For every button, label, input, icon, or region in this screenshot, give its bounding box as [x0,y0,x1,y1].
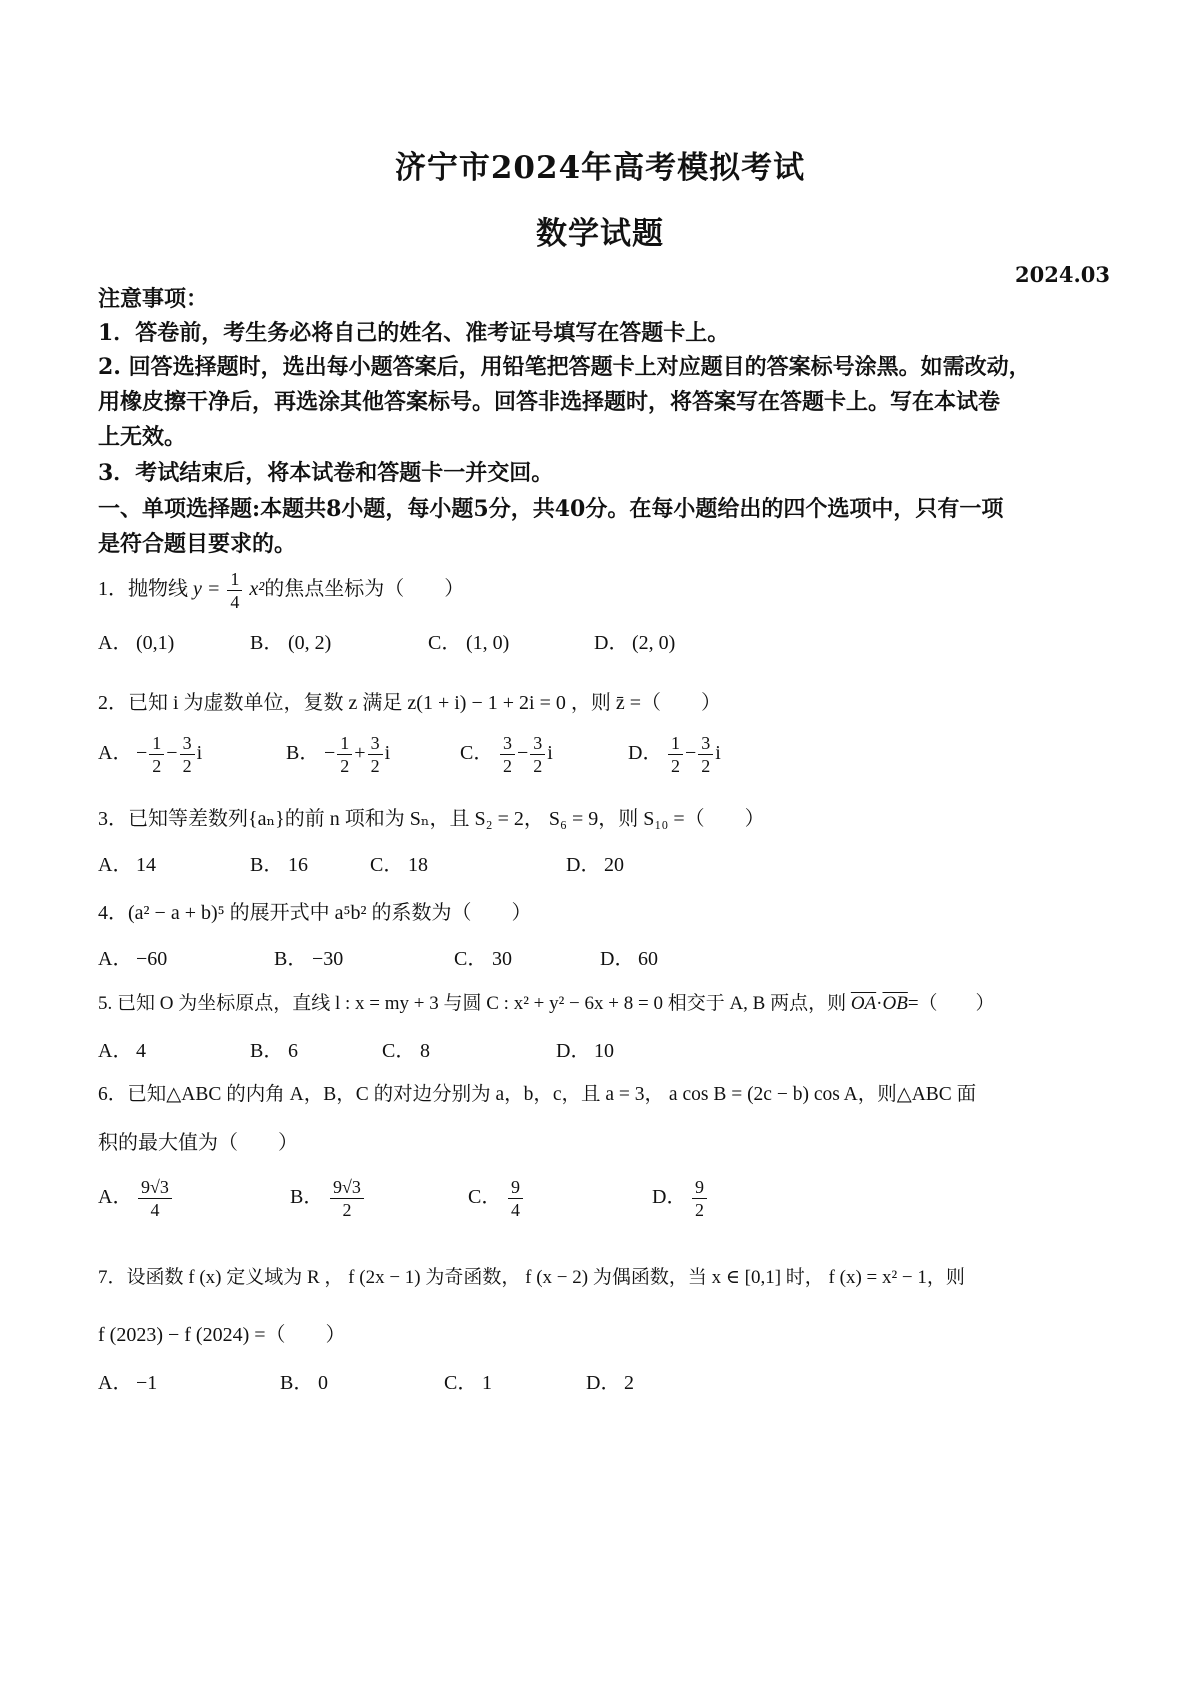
question-number: 3． [98,808,128,830]
option-c: C． $\frac{3}{2}$ − $\frac{3}{2}$ i [460,733,553,776]
question-text: =（ ） [907,993,995,1014]
question-text: 抛物线 [128,578,188,601]
option-c: C． (1, 0) [428,632,510,654]
option-d: D． 20 [566,854,624,876]
question-text: 已知 i 为虚数单位，复数 z 满足 z(1 + i) − 1 + 2i = 0 ，则 z̄ =（ ） [128,692,722,714]
fraction-numerator: 1 [227,568,242,591]
vector-ob: $\overline{OB}$ [882,993,908,1014]
option-b: B． −30 [274,948,344,970]
option-d: D． $\frac{1}{2}$ − $\frac{3}{2}$ i [628,733,721,776]
question-5-stem [98,988,1108,1015]
option-a: A． 14 [98,854,156,876]
option-b: B． (0, 2) [250,632,332,654]
option-c: C． 1 [444,1372,492,1394]
question-7-stem [98,1262,1108,1289]
question-text: 已知△ABC 的内角 A，B，C 的对边分别为 a，b，c，且 a = 3， a cos B = (2c − b) cos A，则△ABC 面 [127,1084,977,1105]
question-4-stem [98,896,1108,925]
notice-item: 上无效。 [98,424,187,450]
option-b: B． − $\frac{1}{2}$ + $\frac{3}{2}$ i [286,733,391,776]
question-number: 6． [98,1084,128,1105]
question-7-stem-cont [98,1318,1108,1347]
question-number: 1． [98,578,128,601]
option-a: A． 4 [98,1040,146,1062]
notice-item: 2. 回答选择题时，选出每小题答案后，用铅笔把答题卡上对应题目的答案标号涂黑。如需改动， [98,354,1031,380]
option-d: D． 60 [600,948,658,970]
notice-heading: 注意事项： [98,286,209,312]
question-text: 已知 O 为坐标原点，直线 l : x = my + 3 与圆 C : x² + y² − 6x + 8 = 0 相交于 A, B 两点，则 [117,993,847,1014]
question-text: 积的最大值为（ ） [98,1132,298,1154]
question-3-stem [98,802,1108,831]
option-a: A． −60 [98,948,168,970]
question-number: 4． [98,902,128,924]
option-a: A． $\frac{9√3}{4}$ [98,1176,174,1221]
exam-date: 2024.03 [1015,262,1110,287]
option-c: C． $\frac{9}{4}$ [468,1176,525,1221]
option-b: B． $\frac{9√3}{2}$ [290,1176,366,1221]
question-number: 7． [98,1267,127,1288]
dot-operator: · [876,993,883,1014]
fraction [227,568,242,613]
math-expression: y = [193,578,221,601]
exam-title: 济宁市2024年高考模拟考试 [394,150,806,186]
fraction-denominator: 4 [230,592,240,612]
question-2-stem [98,686,1108,715]
notice-item: 用橡皮擦干净后，再选涂其他答案标号。回答非选择题时，将答案写在答题卡上。写在本试卷 [98,389,1001,415]
option-d: D． 10 [556,1040,614,1062]
option-a: A． − $\frac{1}{2}$ − $\frac{3}{2}$ i [98,733,203,776]
option-b: B． 16 [250,854,308,876]
option-d: D． 2 [586,1372,634,1394]
question-text: 设函数 f (x) 定义域为 R ， f (2x − 1) 为奇函数， f (x − 2) 为偶函数，当 x ∈ [0,1] 时， f (x) = x² − 1，则 [126,1267,965,1288]
section-heading: 是符合题目要求的。 [98,531,297,557]
question-number: 5. [98,993,117,1014]
option-a: A． (0,1) [98,632,175,654]
option-c: C． 8 [382,1040,430,1062]
section-heading: 一、单项选择题:本题共8小题，每小题5分，共40分。在每小题给出的四个选项中，只有一项 [98,496,1004,522]
option-d: D． (2, 0) [594,632,676,654]
question-number: 2． [98,692,128,714]
question-6-stem-cont [98,1126,1108,1155]
question-6-stem [98,1078,1108,1106]
option-a: A． −1 [98,1372,158,1394]
question-text: (a² − a + b)⁵ 的展开式中 a⁵b² 的系数为（ ） [128,902,532,924]
exam-subtitle: 数学试题 [536,216,664,252]
question-text: 已知等差数列{aₙ}的前 n 项和为 Sₙ，且 S₂ = 2， S₆ = 9，则 S₁₀ =（ ） [128,808,765,830]
notice-item: 3．考试结束后，将本试卷和答题卡一并交回。 [98,460,554,486]
option-d: D． $\frac{9}{2}$ [652,1176,709,1221]
math-expression: x² [249,578,265,601]
vector-oa: $\overline{OA}$ [850,993,877,1014]
option-c: C． 18 [370,854,428,876]
notice-item: 1．答卷前，考生务必将自己的姓名、准考证号填写在答题卡上。 [98,320,730,346]
option-c: C． 30 [454,948,512,970]
question-1-stem [98,568,1108,613]
question-text: 的焦点坐标为（ ） [264,578,465,601]
option-b: B． 6 [250,1040,298,1062]
option-b: B． 0 [280,1372,328,1394]
question-text: f (2023) − f (2024) =（ ） [98,1324,346,1346]
